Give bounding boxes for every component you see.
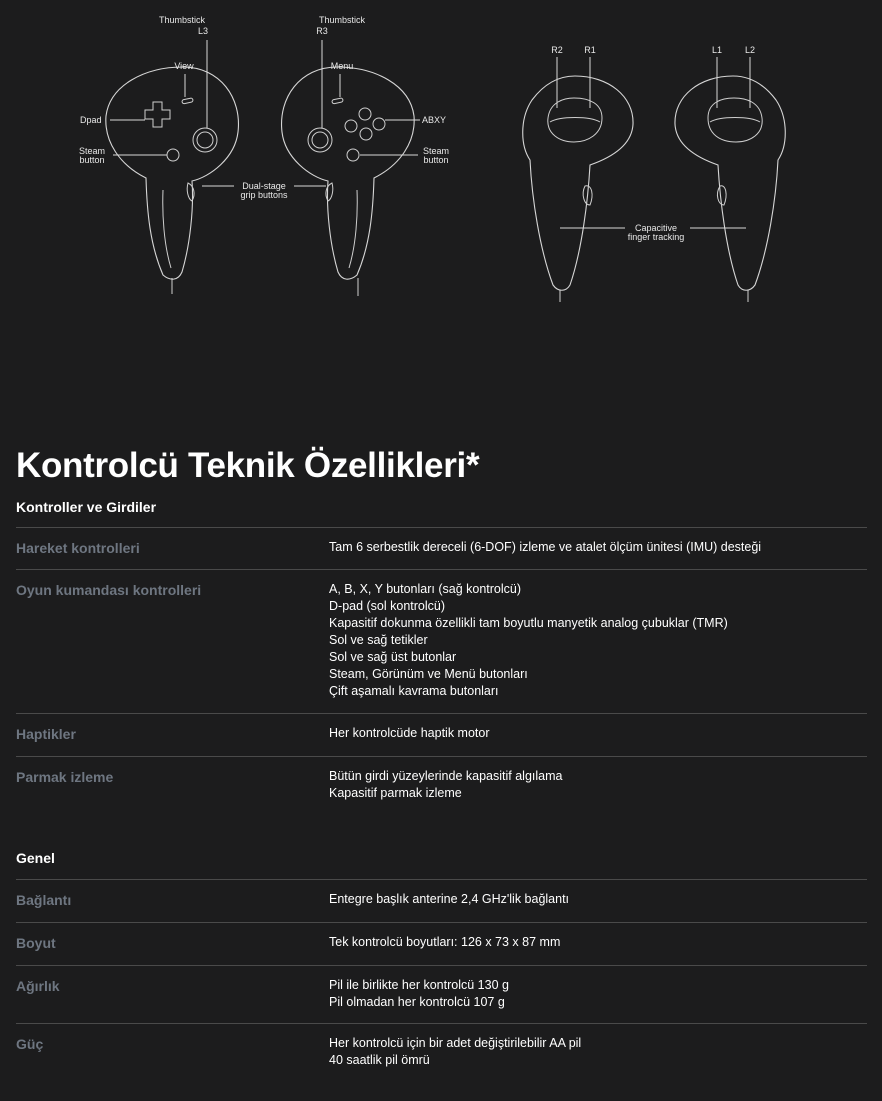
- spec-value: Steam, Görünüm ve Menü butonları: [329, 667, 528, 681]
- spec-value: Sol ve sağ tetikler: [329, 633, 428, 647]
- controller-diagram: [0, 0, 882, 330]
- spec-label: Oyun kumandası kontrolleri: [16, 582, 202, 598]
- left-controller-back: [675, 76, 785, 302]
- label-thumbstick-l3: Thumbstick L3: [158, 15, 209, 36]
- label-grip-buttons: Dual-stage grip buttons: [240, 181, 288, 200]
- label-view: View: [174, 61, 194, 71]
- spec-row-finger-tracking: [16, 756, 867, 817]
- spec-label: Güç: [16, 1036, 44, 1052]
- spec-value: Her kontrolcüde haptik motor: [329, 726, 490, 740]
- spec-value: D-pad (sol kontrolcü): [329, 599, 446, 613]
- spec-label: Hareket kontrolleri: [16, 540, 140, 556]
- spec-label: Ağırlık: [16, 978, 60, 994]
- spec-value: 40 saatlik pil ömrü: [329, 1053, 430, 1067]
- spec-values: [329, 934, 560, 951]
- label-steam-right: Steam button: [422, 146, 450, 165]
- spec-values: [329, 1035, 581, 1069]
- spec-row-power: [16, 1023, 867, 1084]
- spec-values: [329, 977, 509, 1011]
- section-heading-general: Genel: [16, 850, 55, 866]
- label-capacitive: Capacitive finger tracking: [627, 223, 685, 242]
- section-heading-controls: Kontroller ve Girdiler: [16, 499, 157, 515]
- spec-value: Çift aşamalı kavrama butonları: [329, 684, 499, 698]
- spec-row-connectivity: [16, 879, 867, 923]
- leader-lines: [110, 40, 750, 228]
- label-r1: R1: [584, 45, 596, 55]
- spec-values: [329, 581, 728, 700]
- label-dpad: Dpad: [80, 115, 102, 125]
- label-l1: L1: [711, 45, 723, 55]
- spec-values: [329, 768, 562, 802]
- label-abxy: ABXY: [422, 115, 447, 125]
- spec-label: Boyut: [16, 935, 56, 951]
- spec-label: Parmak izleme: [16, 769, 114, 785]
- spec-value: Pil ile birlikte her kontrolcü 130 g: [329, 978, 509, 992]
- page-title: Kontrolcü Teknik Özellikleri*: [16, 446, 480, 485]
- right-controller-front: [282, 67, 415, 296]
- spec-row-haptics: [16, 713, 867, 757]
- right-controller-back: [523, 76, 633, 302]
- spec-value: Entegre başlık anterine 2,4 GHz'lik bağlantı: [329, 892, 570, 906]
- spec-row-motion: [16, 527, 867, 570]
- spec-value: Sol ve sağ üst butonlar: [329, 650, 457, 664]
- spec-value: Tek kontrolcü boyutları: 126 x 73 x 87 mm: [329, 935, 561, 949]
- spec-value: Pil olmadan her kontrolcü 107 g: [329, 995, 505, 1009]
- spec-value: Tam 6 serbestlik dereceli (6-DOF) izleme ve atalet ölçüm ünitesi (IMU) desteği: [329, 540, 762, 554]
- label-thumbstick-r3: Thumbstick R3: [316, 15, 366, 36]
- label-menu: Menu: [330, 61, 354, 71]
- spec-value: A, B, X, Y butonları (sağ kontrolcü): [329, 582, 521, 596]
- label-steam-left: Steam button: [78, 146, 106, 165]
- spec-value: Bütün girdi yüzeylerinde kapasitif algılama: [329, 769, 563, 783]
- spec-row-gamepad: [16, 569, 867, 714]
- spec-values: [329, 725, 490, 742]
- spec-value: Kapasitif parmak izleme: [329, 786, 462, 800]
- spec-values: [329, 539, 761, 556]
- label-l2: L2: [744, 45, 756, 55]
- spec-value: Kapasitif dokunma özellikli tam boyutlu manyetik analog çubuklar (TMR): [329, 616, 728, 630]
- spec-row-weight: [16, 965, 867, 1024]
- spec-value: Her kontrolcü için bir adet değiştirilebilir AA pil: [329, 1036, 582, 1050]
- spec-values: [329, 891, 569, 908]
- spec-label: Haptikler: [16, 726, 76, 742]
- label-r2: R2: [551, 45, 563, 55]
- spec-row-size: [16, 922, 867, 966]
- spec-label: Bağlantı: [16, 892, 72, 908]
- left-controller-front: [106, 67, 239, 294]
